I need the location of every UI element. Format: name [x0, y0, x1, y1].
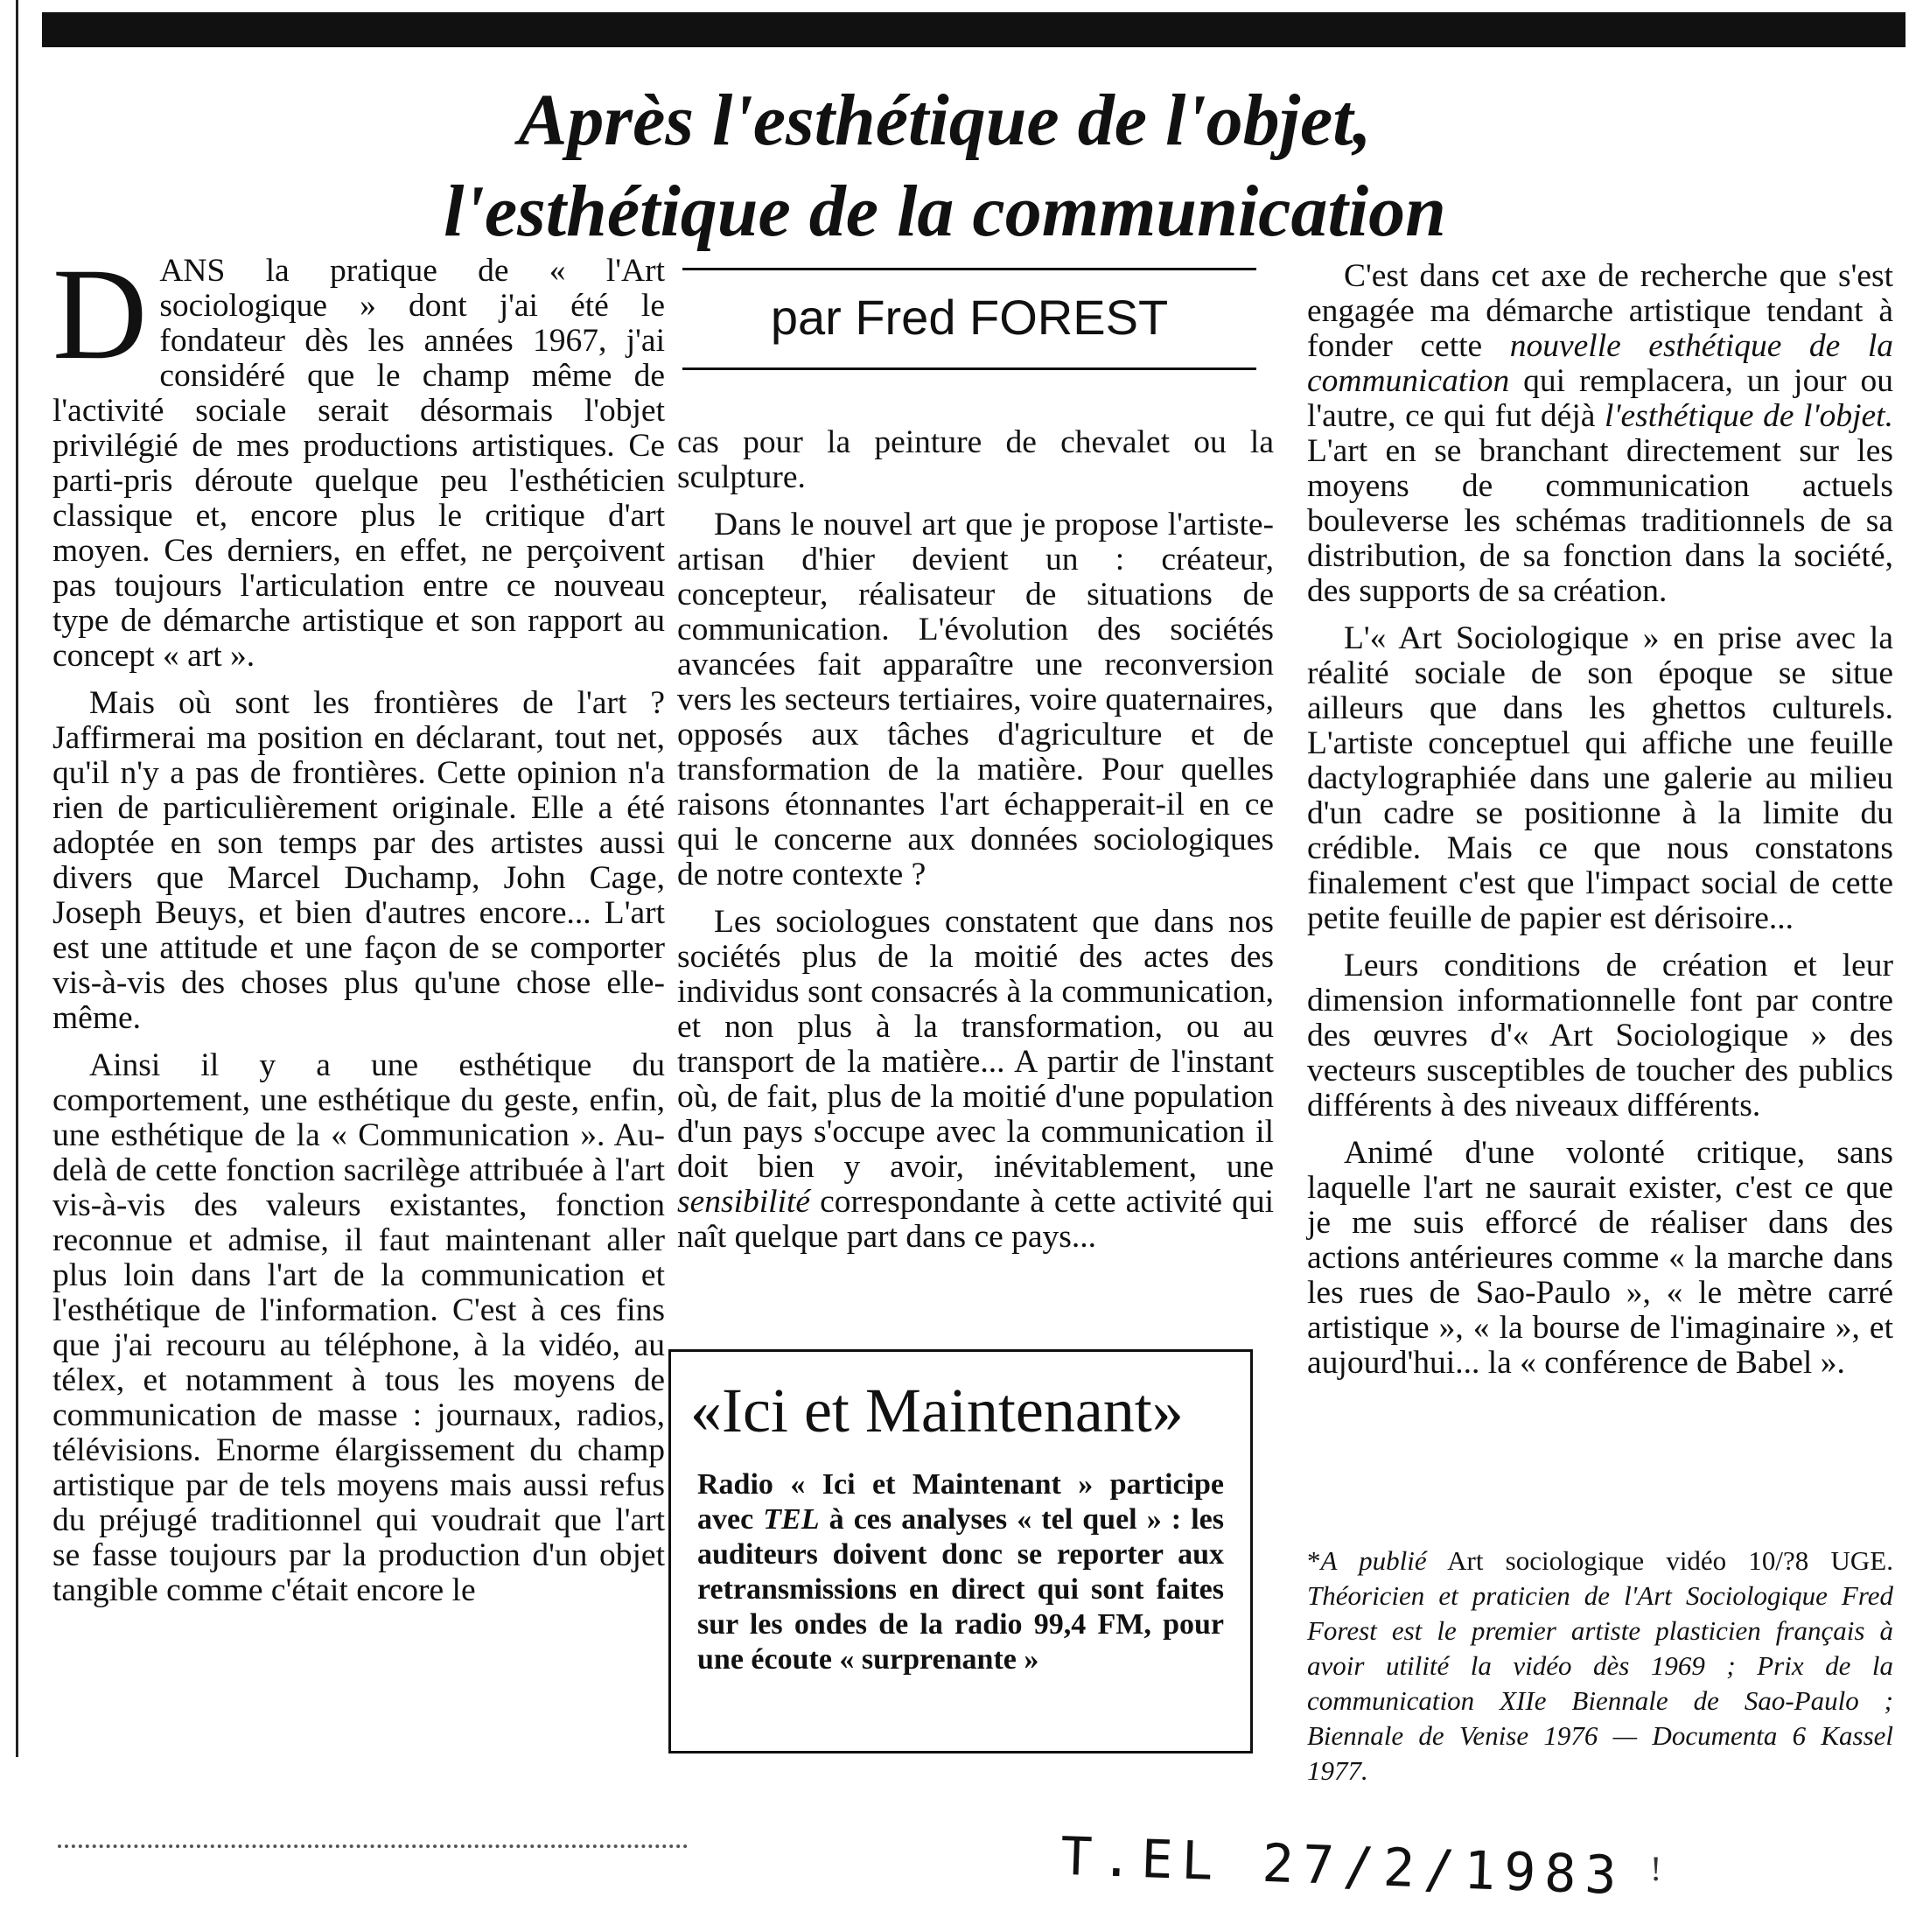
paragraph-text: correspondante à cette activité qui naît quelque part dans ce pays... — [677, 1184, 1274, 1255]
paragraph: Mais où sont les frontières de l'art ? Jaffirmerai ma position en déclarant, tout net, qu'il n'y a pas de frontières. Cette opinion n'a rien de particulièrement originale. Elle a été adoptée en son temps par des artistes aussi divers que Marcel Duchamp, John Cage, Joseph Beuys, et bien d'autres encore... L'art est une attitude et une façon de se comporter vis-à-vis des choses plus qu'une chose elle-même. — [52, 685, 665, 1036]
footnote-text: Art sociologique vidéo 10/?8 UGE. — [1426, 1545, 1893, 1576]
top-black-rule — [42, 12, 1906, 47]
headline-line-2: l'esthétique de la communication — [444, 171, 1446, 252]
paragraph — [677, 905, 1274, 1255]
emphasis: l'esthétique de l'objet. — [1605, 398, 1893, 434]
paragraph-text: L'art en se branchant directement sur les moyens de communication actuels bouleverse les schémas traditionnels de sa distribution, de sa fonction dans la société, des supports de sa création. — [1307, 433, 1893, 609]
byline: par Fred FOREST — [770, 290, 1169, 345]
byline-rule-top — [682, 268, 1256, 270]
headline-line-1: Après l'esthétique de l'objet, — [518, 80, 1372, 161]
paragraph: L'« Art Sociologique » en prise avec la réalité sociale de son époque se situe ailleurs que dans les ghettos culturels. L'artiste conceptuel qui affiche une feuille dactylographiée dans une galerie au milieu d'un cadre se positionne à la limite du crédible. Mais ce que nous constatons finalement c'est que l'impact social de cette petite feuille de papier est dérisoire... — [1307, 620, 1893, 936]
left-margin-rule — [16, 0, 18, 1757]
paragraph-text: Les sociologues constatent que dans nos sociétés plus de la moitié des actes des individus sont consacrés à la communication, et non plus à la transformation, ou au transport de la matière... A partir de l'instant où, de fait, plus de la moitié d'une population d'un pays s'occupe avec la communication il doit bien y avoir, inévitablement, une — [677, 904, 1274, 1185]
article-column-3 — [1307, 259, 1893, 1393]
paragraph — [1307, 259, 1893, 609]
drop-cap: D — [52, 242, 148, 387]
emphasis: TEL — [763, 1503, 820, 1536]
paragraph: Leurs conditions de création et leur dimension informationnelle font par contre des œuvres d'« Art Sociologique » des vecteurs susceptibles de toucher des publics différents à des niveaux différents. — [1307, 948, 1893, 1124]
paragraph-text: qui remplacera, un jour ou l'autre, ce qui fut déjà — [1307, 363, 1893, 434]
emphasis: A publié — [1320, 1545, 1427, 1576]
paragraph: Animé d'une volonté critique, sans laquelle l'art ne saurait exister, c'est ce que je me suis efforcé de réaliser dans des actions antérieures comme « la marche dans les rues de Sao-Paulo », « le mètre carré artistique », « la bourse de l'imaginaire », et aujourd'hui... la « conférence de Babel ». — [1307, 1135, 1893, 1381]
emphasis: sensibilité — [677, 1184, 811, 1220]
box-title: «Ici et Maintenant» — [690, 1376, 1184, 1446]
handwritten-date: T.EL 27/2/1983 — [1059, 1825, 1626, 1908]
footnote-star: * — [1307, 1545, 1321, 1576]
article-column-1 — [52, 242, 665, 1620]
box-text-part: Radio « Ici et Maintenant » participe avec — [697, 1468, 1224, 1536]
sidebar-box — [668, 1349, 1253, 1754]
paragraph-text: ANS la pratique de « l'Art sociologique » dont j'ai été le fondateur dès les années 1967, j'ai considéré que le champ même de l'activité sociale serait désormais l'objet privilégié de mes productions artistiques. Ce parti-pris déroute quelque peu l'esthéticien classique et, encore plus le critique d'art moyen. Ces derniers, en effet, ne perçoivent pas toujours l'articulation entre ce nouveau type de démarche artistique et son rapport au concept « art ». — [52, 253, 665, 674]
author-footnote — [1307, 1544, 1893, 1788]
paragraph: cas pour la peinture de chevalet ou la sculpture. — [677, 424, 1274, 495]
paragraph: Dans le nouvel art que je propose l'artiste-artisan d'hier devient un : créateur, concepteur, réalisateur de situations de communication. L'évolution des sociétés avancées fait apparaître une reconversion vers les secteurs tertiaires, voire quaternaires, opposés aux tâches d'agriculture et de transformation de la matière. Pour quelles raisons étonnantes l'art échapperait-il en ce qui le concerne aux données sociologiques de notre contexte ? — [677, 507, 1274, 892]
box-text — [697, 1467, 1224, 1677]
paragraph: Ainsi il y a une esthétique du comportement, une esthétique du geste, enfin, une esthétique de la « Communication ». Au-delà de cette fonction sacrilège attribuée à l'art vis-à-vis des valeurs existantes, fonction reconnue et admise, il faut maintenant aller plus loin dans l'art de la communication et l'esthétique de l'information. C'est à ces fins que j'ai recouru au téléphone, à la vidéo, au télex, et notamment à tous les moyens de communication de masse : journaux, radios, télévisions. Enorme élargissement du champ artistique par de tels moyens mais aussi refus du préjugé traditionnel qui voudrait que l'art se fasse toujours par la production d'un objet tangible comme c'était encore le — [52, 1047, 665, 1608]
dotted-cut-line — [58, 1844, 688, 1848]
emphasis: Théoricien et praticien de l'Art Sociologique Fred Forest est le premier artiste plasticien français à avoir utilité la vidéo dès 1969 ; Prix de la communication XIIe Biennale de Sao-Paulo ; Biennale de Venise 1976 — Documenta 6 Kassel 1977. — [1307, 1580, 1893, 1786]
box-text-part: à ces analyses « tel quel » : les auditeurs doivent donc se reporter aux retransmissions en direct qui sont faites sur les ondes de la radio 99,4 FM, pour une écoute « surprenante » — [697, 1503, 1224, 1676]
emphasis: nouvelle esthétique de la communication — [1307, 328, 1893, 399]
paragraph — [52, 242, 665, 674]
paragraph-text: C'est dans cet axe de recherche que s'est engagée ma démarche artistique tendant à fonder cette — [1307, 258, 1893, 364]
margin-mark: ! — [1650, 1849, 1662, 1888]
byline-rule-bottom — [682, 368, 1256, 370]
article-column-2 — [677, 425, 1274, 1267]
